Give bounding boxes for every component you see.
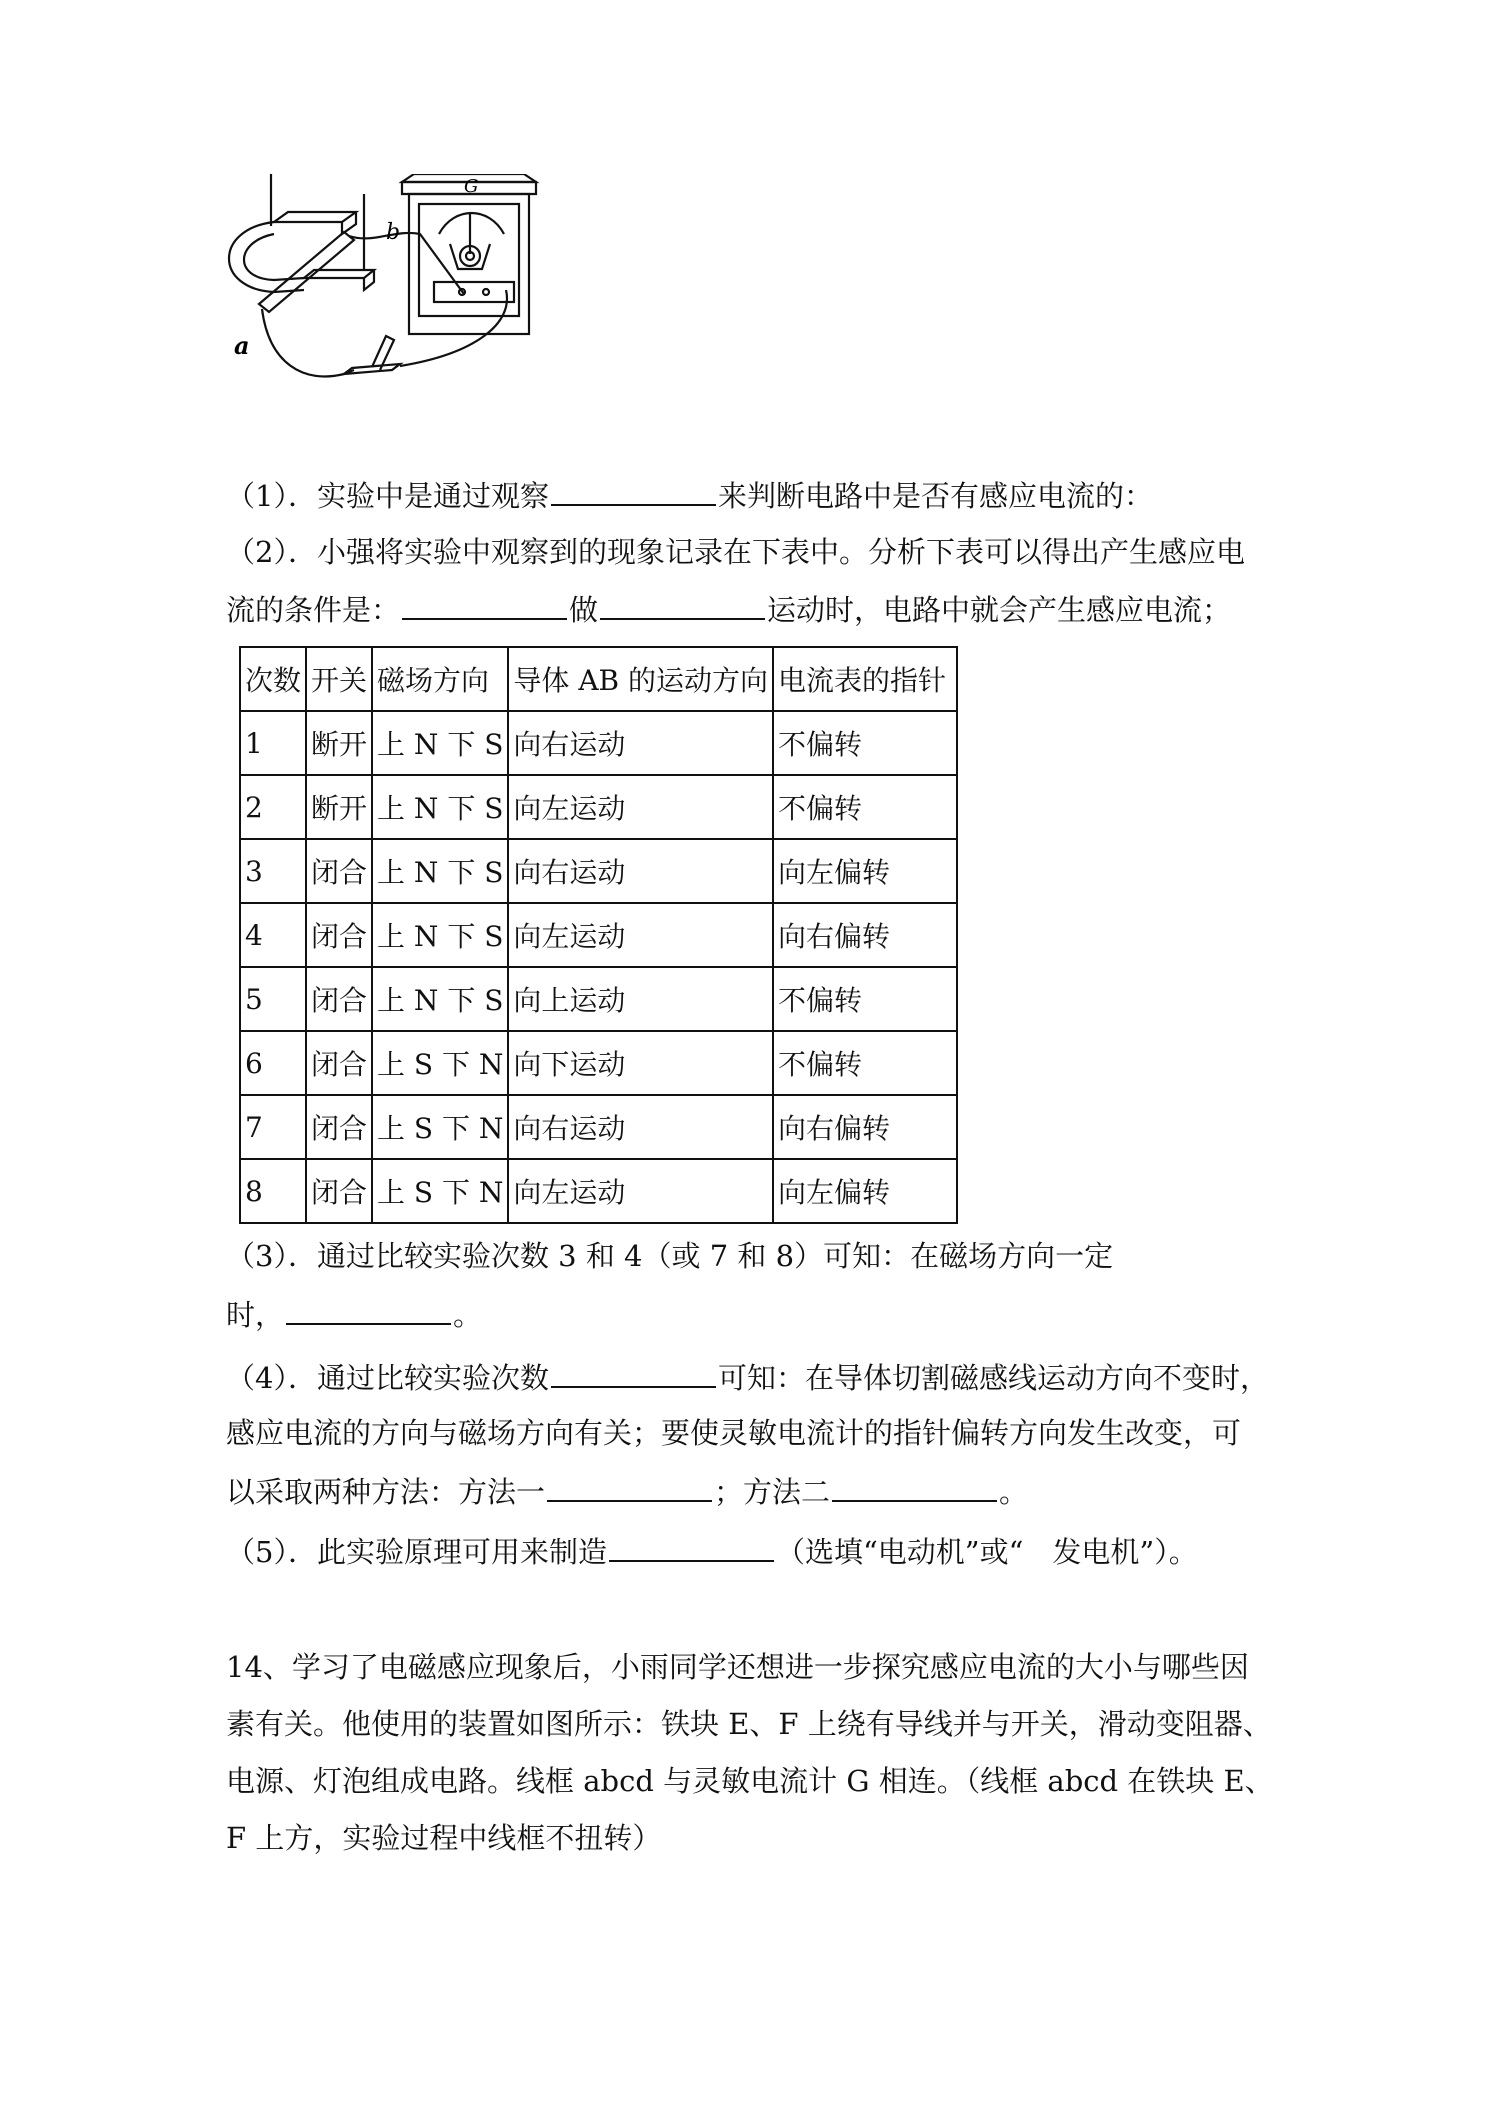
- table-cell: 闭合: [306, 1159, 372, 1223]
- table-row: [240, 1159, 957, 1223]
- table-cell: 7: [240, 1095, 306, 1159]
- q2-blank-1[interactable]: [402, 588, 567, 620]
- table-cell: 1: [240, 711, 306, 775]
- header-cell: 电流表的指针: [773, 647, 957, 711]
- table-cell: 向上运动: [508, 967, 773, 1031]
- header-cell: 次数: [240, 647, 306, 711]
- table-cell: 向右运动: [508, 1095, 773, 1159]
- table-cell: 不偏转: [773, 967, 957, 1031]
- table-cell: 向左运动: [508, 1159, 773, 1223]
- table-row: [240, 775, 957, 839]
- table-cell: 断开: [306, 711, 372, 775]
- table-cell: 向右运动: [508, 839, 773, 903]
- q4-line3-mid: ；方法二: [714, 1475, 831, 1509]
- table-cell: 3: [240, 839, 306, 903]
- table-cell: 向左偏转: [773, 839, 957, 903]
- q4-line3: [226, 1470, 1028, 1512]
- q2-text-mid: 做: [569, 593, 599, 627]
- q4-line3-pre: 以采取两种方法：方法一: [226, 1475, 546, 1509]
- experiment-figure: [224, 174, 594, 454]
- table-row: [240, 839, 957, 903]
- q5-blank[interactable]: [609, 1530, 774, 1562]
- table-cell: 上 N 下 S: [372, 839, 508, 903]
- table-cell: 向下运动: [508, 1031, 773, 1095]
- table-header-row: [240, 647, 957, 711]
- q1-line: [226, 474, 1153, 516]
- q1-text-post: 来判断电路中是否有感应电流的：: [717, 479, 1153, 513]
- table-cell: 向右偏转: [773, 1095, 957, 1159]
- header-cell: 开关: [306, 647, 372, 711]
- q4-blank-2[interactable]: [547, 1470, 712, 1502]
- table-row: [240, 967, 957, 1031]
- record-table: [239, 646, 958, 1224]
- q2-text-post: 运动时，电路中就会产生感应电流；: [767, 593, 1232, 627]
- q1-blank[interactable]: [551, 474, 716, 506]
- table-cell: 8: [240, 1159, 306, 1223]
- table-cell: 5: [240, 967, 306, 1031]
- table-cell: 上 N 下 S: [372, 903, 508, 967]
- table-row: [240, 711, 957, 775]
- q2-blank-2[interactable]: [600, 588, 765, 620]
- table-cell: 上 S 下 N: [372, 1095, 508, 1159]
- table-cell: 上 N 下 S: [372, 775, 508, 839]
- table-cell: 上 S 下 N: [372, 1031, 508, 1095]
- q4-text-post: 可知：在导体切割磁感线运动方向不变时，: [717, 1361, 1269, 1395]
- q1-text-pre: （1）．实验中是通过观察: [226, 479, 549, 513]
- q3-line1: （3）．通过比较实验次数 3 和 4（或 7 和 8）可知：在磁场方向一定: [226, 1239, 1114, 1273]
- q4-blank-3[interactable]: [832, 1470, 997, 1502]
- table-row: [240, 1095, 957, 1159]
- q4-line2: 感应电流的方向与磁场方向有关；要使灵敏电流计的指针偏转方向发生改变，可: [226, 1416, 1242, 1450]
- q5-text-post: （选填“电动机”或“ 发电机”）。: [775, 1535, 1198, 1569]
- table-cell: 不偏转: [773, 775, 957, 839]
- q3-blank[interactable]: [286, 1293, 451, 1325]
- header-cell: 导体 AB 的运动方向: [508, 647, 773, 711]
- table-cell: 6: [240, 1031, 306, 1095]
- label-g: G: [464, 176, 479, 197]
- q14-line1: 14、学习了电磁感应现象后，小雨同学还想进一步探究感应电流的大小与哪些因: [226, 1650, 1249, 1684]
- q4-line3-post: 。: [999, 1475, 1029, 1509]
- header-cell: 磁场方向: [372, 647, 508, 711]
- q2-line2: [226, 588, 1231, 630]
- q14-line4: F 上方，实验过程中线框不扭转）: [226, 1821, 662, 1855]
- q3-text-post: 。: [453, 1298, 483, 1332]
- table-cell: 向右偏转: [773, 903, 957, 967]
- table-cell: 不偏转: [773, 1031, 957, 1095]
- table-cell: 不偏转: [773, 711, 957, 775]
- q14-line3: 电源、灯泡组成电路。线框 abcd 与灵敏电流计 G 相连。（线框 abcd 在铁块 E、: [226, 1764, 1274, 1798]
- label-a: a: [234, 331, 250, 360]
- q4-text-pre: （4）．通过比较实验次数: [226, 1361, 549, 1395]
- q2-text-pre: 流的条件是：: [226, 593, 401, 627]
- table-cell: 闭合: [306, 1095, 372, 1159]
- table-cell: 2: [240, 775, 306, 839]
- table-cell: 上 N 下 S: [372, 967, 508, 1031]
- table-cell: 向右运动: [508, 711, 773, 775]
- table-cell: 闭合: [306, 967, 372, 1031]
- table-cell: 向左运动: [508, 903, 773, 967]
- table-cell: 向左运动: [508, 775, 773, 839]
- table-cell: 上 N 下 S: [372, 711, 508, 775]
- q4-line1: [226, 1356, 1269, 1398]
- q4-blank-1[interactable]: [551, 1356, 716, 1388]
- table-cell: 4: [240, 903, 306, 967]
- table-cell: 上 S 下 N: [372, 1159, 508, 1223]
- q5-text-pre: （5）．此实验原理可用来制造: [226, 1535, 607, 1569]
- q5-line: [226, 1530, 1198, 1572]
- q2-line1: （2）．小强将实验中观察到的现象记录在下表中。分析下表可以得出产生感应电: [226, 535, 1245, 569]
- table-cell: 闭合: [306, 839, 372, 903]
- q14-line2: 素有关。他使用的装置如图所示：铁块 E、F 上绕有导线并与开关，滑动变阻器、: [226, 1707, 1272, 1741]
- table-cell: 断开: [306, 775, 372, 839]
- label-b: b: [386, 220, 401, 245]
- table-row: [240, 903, 957, 967]
- table-cell: 闭合: [306, 903, 372, 967]
- table-cell: 向左偏转: [773, 1159, 957, 1223]
- q3-line2: [226, 1293, 482, 1335]
- table-row: [240, 1031, 957, 1095]
- table-cell: 闭合: [306, 1031, 372, 1095]
- q3-text-pre: 时，: [226, 1298, 285, 1332]
